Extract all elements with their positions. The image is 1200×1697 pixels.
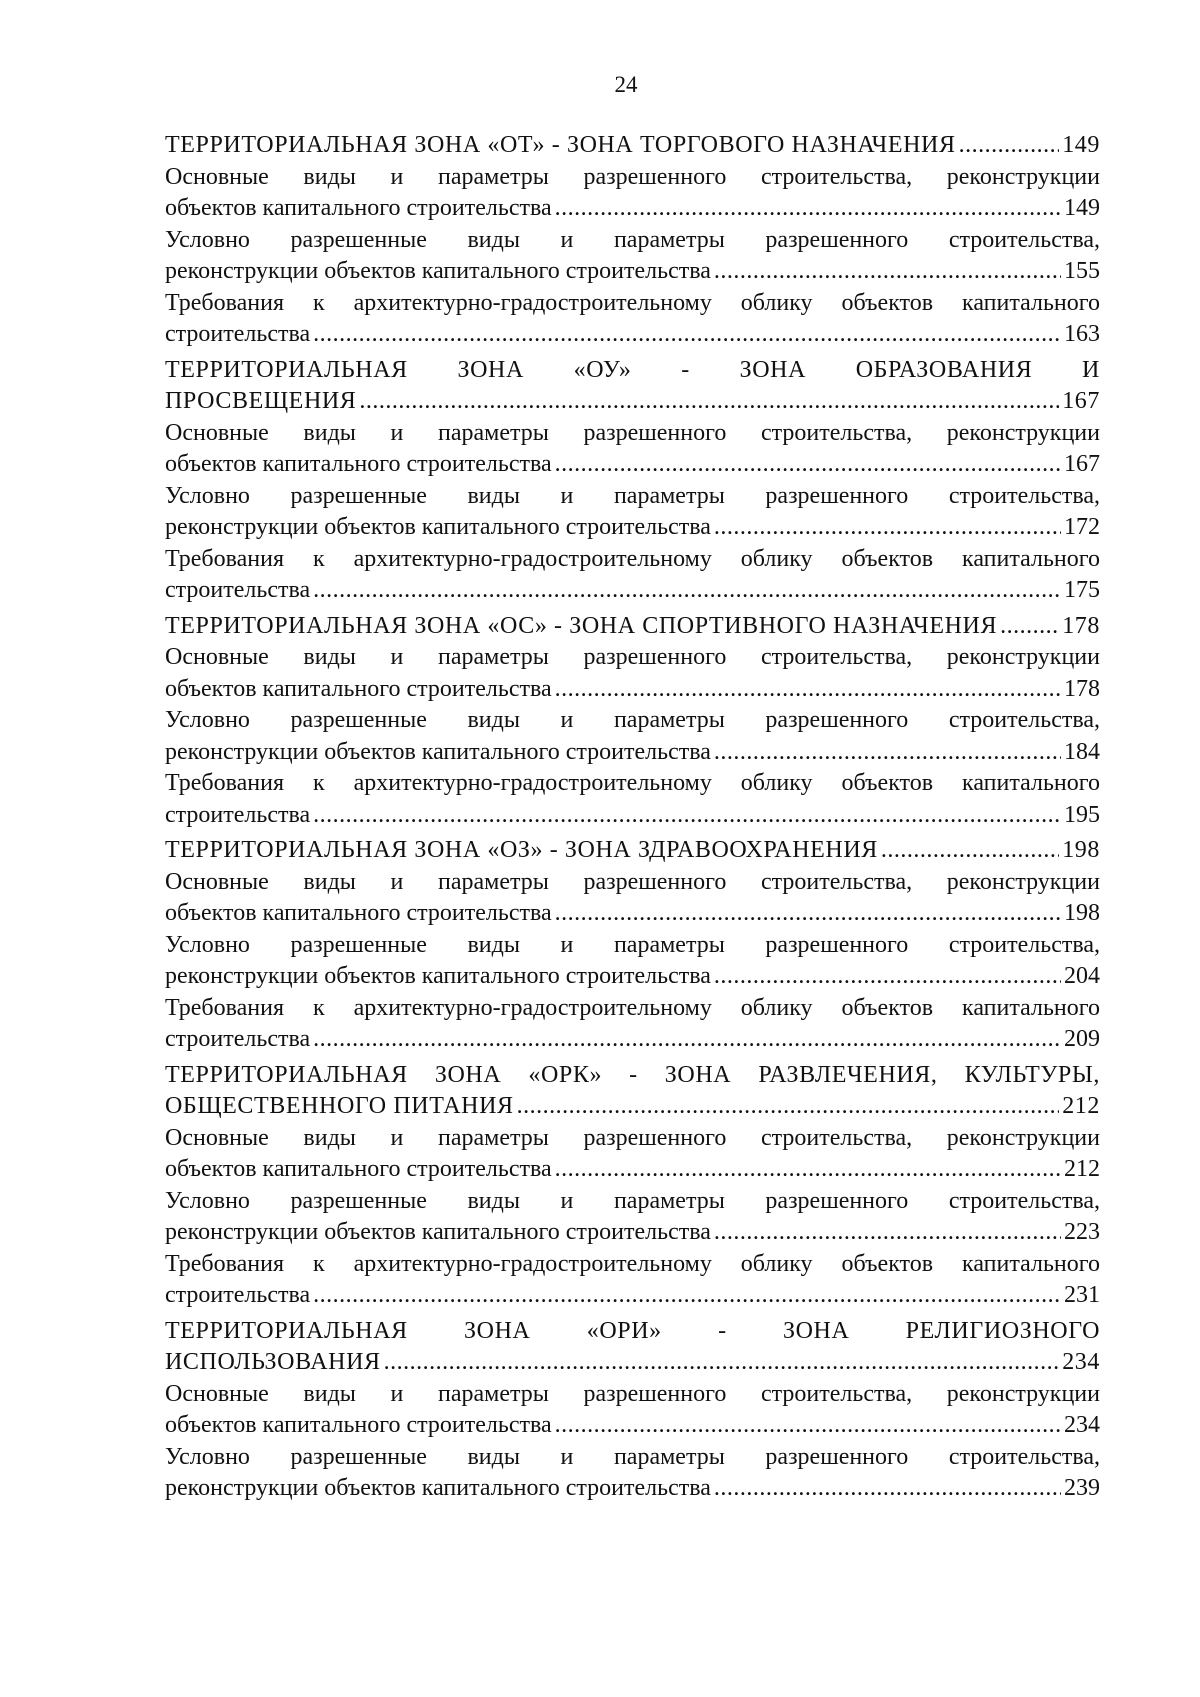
toc-page-number: 172 <box>1064 514 1100 540</box>
toc-entry-text: Требования к архитектурно-градостроительному облику объектов капитального <box>165 770 1100 796</box>
dot-leader <box>313 575 1061 607</box>
toc-section <box>165 355 1100 607</box>
toc-entry-title: реконструкции объектов капитального строительства <box>165 1475 711 1501</box>
toc-entry-leader-line <box>165 449 1100 481</box>
toc-entry-leader-line <box>165 674 1100 706</box>
toc-entry-title: реконструкции объектов капитального строительства <box>165 963 711 989</box>
toc-section-heading[interactable] <box>165 355 1100 418</box>
toc-page-number: 178 <box>1064 675 1100 702</box>
toc-page-number: 149 <box>1064 195 1100 221</box>
toc-entry-text: Требования к архитектурно-градостроительному облику объектов капитального <box>165 1250 1100 1277</box>
dot-leader <box>313 800 1061 832</box>
dot-leader <box>959 130 1060 162</box>
toc-page-number: 167 <box>1064 451 1100 477</box>
dot-leader <box>313 1024 1061 1056</box>
toc-page-number: 234 <box>1062 1349 1100 1375</box>
toc-entry[interactable] <box>165 993 1100 1056</box>
toc-entry-text: Основные виды и параметры разрешенного строительства, реконструкции <box>165 419 1100 446</box>
toc-entry-title: объектов капитального строительства <box>165 451 552 477</box>
toc-page-number: 209 <box>1064 1026 1100 1052</box>
toc-entry[interactable] <box>165 1249 1100 1312</box>
toc-entry[interactable] <box>165 162 1100 225</box>
toc-entry-title: ИСПОЛЬЗОВАНИЯ <box>165 1349 381 1375</box>
toc-entry-title: ТЕРРИТОРИАЛЬНАЯ ЗОНА «ОТ» - ЗОНА ТОРГОВОГО НАЗНАЧЕНИЯ <box>165 132 956 158</box>
toc-entry-title: объектов капитального строительства <box>165 900 552 926</box>
toc-heading-line: ТЕРРИТОРИАЛЬНАЯ ЗОНА «ОРК» - ЗОНА РАЗВЛЕЧЕНИЯ, КУЛЬТУРЫ, <box>165 1061 1100 1088</box>
toc-entry-leader-line <box>165 737 1100 769</box>
dot-leader <box>359 386 1059 418</box>
dot-leader <box>714 512 1061 544</box>
toc-page-number: 155 <box>1064 258 1100 284</box>
toc-section <box>165 130 1100 351</box>
toc-entry-title: ТЕРРИТОРИАЛЬНАЯ ЗОНА «ОЗ» - ЗОНА ЗДРАВООХРАНЕНИЯ <box>165 837 878 863</box>
toc-entry-title: строительства <box>165 801 311 828</box>
toc-entry-text: Требования к архитектурно-градостроительному облику объектов капитального <box>165 545 1100 572</box>
toc-entry-leader-line <box>165 1217 1100 1249</box>
toc-page-number: 212 <box>1064 1156 1100 1182</box>
toc-entry-leader-line <box>165 1280 1100 1312</box>
toc-entry-leader-line <box>165 256 1100 288</box>
toc-entry-leader-line <box>165 575 1100 607</box>
toc-entry[interactable] <box>165 481 1100 544</box>
dot-leader <box>1000 611 1059 643</box>
toc-entry-title: ТЕРРИТОРИАЛЬНАЯ ЗОНА «ОС» - ЗОНА СПОРТИВНОГО НАЗНАЧЕНИЯ <box>165 612 998 639</box>
dot-leader <box>555 898 1061 930</box>
dot-leader <box>714 256 1061 288</box>
toc-page-number: 223 <box>1064 1219 1100 1245</box>
toc-entry-text: Требования к архитектурно-градостроительному облику объектов капитального <box>165 289 1100 316</box>
toc-entry-leader-line <box>165 898 1100 930</box>
toc-page-number: 163 <box>1064 321 1100 347</box>
toc-page-number: 198 <box>1062 837 1100 863</box>
toc-heading-entry <box>165 611 1100 643</box>
toc-heading-entry <box>165 130 1100 162</box>
toc-entry-title: ПРОСВЕЩЕНИЯ <box>165 388 357 414</box>
toc-page-number: 198 <box>1064 900 1100 926</box>
toc-entry-leader-line <box>165 512 1100 544</box>
toc-entry-title: реконструкции объектов капитального строительства <box>165 514 711 540</box>
toc-section-heading[interactable] <box>165 130 1100 162</box>
dot-leader <box>881 835 1059 867</box>
toc-entry-leader-line <box>165 1410 1100 1442</box>
toc-section <box>165 611 1100 832</box>
toc-entry-title: реконструкции объектов капитального строительства <box>165 738 711 765</box>
toc-page-number: 149 <box>1062 132 1100 158</box>
toc-section <box>165 1060 1100 1312</box>
toc-entry-leader-line <box>165 800 1100 832</box>
toc-entry-text: Условно разрешенные виды и параметры разрешенного строительства, <box>165 707 1100 733</box>
toc-entry-text: Основные виды и параметры разрешенного строительства, реконструкции <box>165 1124 1100 1151</box>
dot-leader <box>313 319 1061 351</box>
toc-entry[interactable] <box>165 1442 1100 1505</box>
dot-leader <box>313 1280 1061 1312</box>
toc-entry-text: Условно разрешенные виды и параметры разрешенного строительства, <box>165 1187 1100 1214</box>
toc-entry[interactable] <box>165 418 1100 481</box>
toc-entry-text: Основные виды и параметры разрешенного строительства, реконструкции <box>165 644 1100 670</box>
toc-entry-title: объектов капитального строительства <box>165 1156 552 1182</box>
toc-page-number: 204 <box>1064 963 1100 989</box>
toc-entry-title: строительства <box>165 321 311 347</box>
toc-entry-leader-line <box>165 193 1100 225</box>
toc-entry[interactable] <box>165 288 1100 351</box>
toc-section-heading[interactable] <box>165 1060 1100 1123</box>
toc-section <box>165 1316 1100 1505</box>
toc-entry-title: строительства <box>165 1282 311 1308</box>
page-number: 24 <box>614 72 638 97</box>
toc-entry-title: объектов капитального строительства <box>165 1412 552 1438</box>
toc-heading-entry <box>165 835 1100 867</box>
dot-leader <box>384 1347 1060 1379</box>
toc-section <box>165 835 1100 1056</box>
toc-entry-leader-line <box>165 1154 1100 1186</box>
dot-leader <box>714 737 1061 769</box>
toc-heading-entry <box>165 1347 1100 1379</box>
toc-page-number: 184 <box>1064 738 1100 765</box>
toc-entry-leader-line <box>165 1024 1100 1056</box>
dot-leader <box>714 961 1061 993</box>
toc-page-number: 167 <box>1062 388 1100 414</box>
dot-leader <box>714 1217 1061 1249</box>
toc-entry-title: ОБЩЕСТВЕННОГО ПИТАНИЯ <box>165 1093 514 1119</box>
toc-section-heading[interactable] <box>165 611 1100 643</box>
toc-entry[interactable] <box>165 867 1100 930</box>
dot-leader <box>714 1473 1061 1505</box>
toc-entry[interactable] <box>165 930 1100 993</box>
dot-leader <box>555 1154 1061 1186</box>
toc-entry-title: строительства <box>165 1026 311 1052</box>
toc-entry-text: Условно разрешенные виды и параметры разрешенного строительства, <box>165 1443 1100 1470</box>
toc-section-heading[interactable] <box>165 1316 1100 1379</box>
toc-entry[interactable] <box>165 225 1100 288</box>
toc-entry-text: Требования к архитектурно-градостроительному облику объектов капитального <box>165 994 1100 1021</box>
toc-entry-leader-line <box>165 1473 1100 1505</box>
toc-entry-title: объектов капитального строительства <box>165 675 552 702</box>
toc-entry[interactable] <box>165 1379 1100 1442</box>
toc-entry[interactable] <box>165 1123 1100 1186</box>
toc-page-number: 234 <box>1064 1412 1100 1438</box>
dot-leader <box>517 1091 1060 1123</box>
toc-page-number: 239 <box>1064 1475 1100 1501</box>
table-of-contents <box>165 130 1100 1509</box>
toc-entry-title: реконструкции объектов капитального строительства <box>165 1219 711 1245</box>
toc-heading-entry <box>165 1091 1100 1123</box>
toc-entry[interactable] <box>165 1186 1100 1249</box>
toc-page-number: 212 <box>1062 1093 1100 1119</box>
dot-leader <box>555 193 1061 225</box>
dot-leader <box>555 1410 1061 1442</box>
dot-leader <box>555 674 1061 706</box>
toc-entry-text: Условно разрешенные виды и параметры разрешенного строительства, <box>165 226 1100 253</box>
toc-entry[interactable] <box>165 768 1100 831</box>
toc-entry-title: реконструкции объектов капитального строительства <box>165 258 711 284</box>
toc-page-number: 195 <box>1064 801 1100 828</box>
toc-section-heading[interactable] <box>165 835 1100 867</box>
toc-page-number: 231 <box>1064 1282 1100 1308</box>
toc-entry-text: Условно разрешенные виды и параметры разрешенного строительства, <box>165 931 1100 958</box>
toc-entry[interactable] <box>165 642 1100 705</box>
toc-entry-title: строительства <box>165 577 311 603</box>
toc-entry-text: Основные виды и параметры разрешенного строительства, реконструкции <box>165 868 1100 895</box>
toc-entry[interactable] <box>165 544 1100 607</box>
toc-entry[interactable] <box>165 705 1100 768</box>
toc-entry-title: объектов капитального строительства <box>165 195 552 221</box>
toc-entry-leader-line <box>165 961 1100 993</box>
toc-entry-text: Основные виды и параметры разрешенного строительства, реконструкции <box>165 163 1100 190</box>
toc-entry-leader-line <box>165 319 1100 351</box>
toc-page-number: 178 <box>1062 612 1100 639</box>
toc-heading-line: ТЕРРИТОРИАЛЬНАЯ ЗОНА «ОРИ» - ЗОНА РЕЛИГИОЗНОГО <box>165 1317 1100 1344</box>
toc-heading-entry <box>165 386 1100 418</box>
toc-entry-text: Условно разрешенные виды и параметры разрешенного строительства, <box>165 482 1100 509</box>
toc-heading-line: ТЕРРИТОРИАЛЬНАЯ ЗОНА «ОУ» - ЗОНА ОБРАЗОВАНИЯ И <box>165 356 1100 383</box>
dot-leader <box>555 449 1061 481</box>
toc-page-number: 175 <box>1064 577 1100 603</box>
toc-entry-text: Основные виды и параметры разрешенного строительства, реконструкции <box>165 1380 1100 1407</box>
